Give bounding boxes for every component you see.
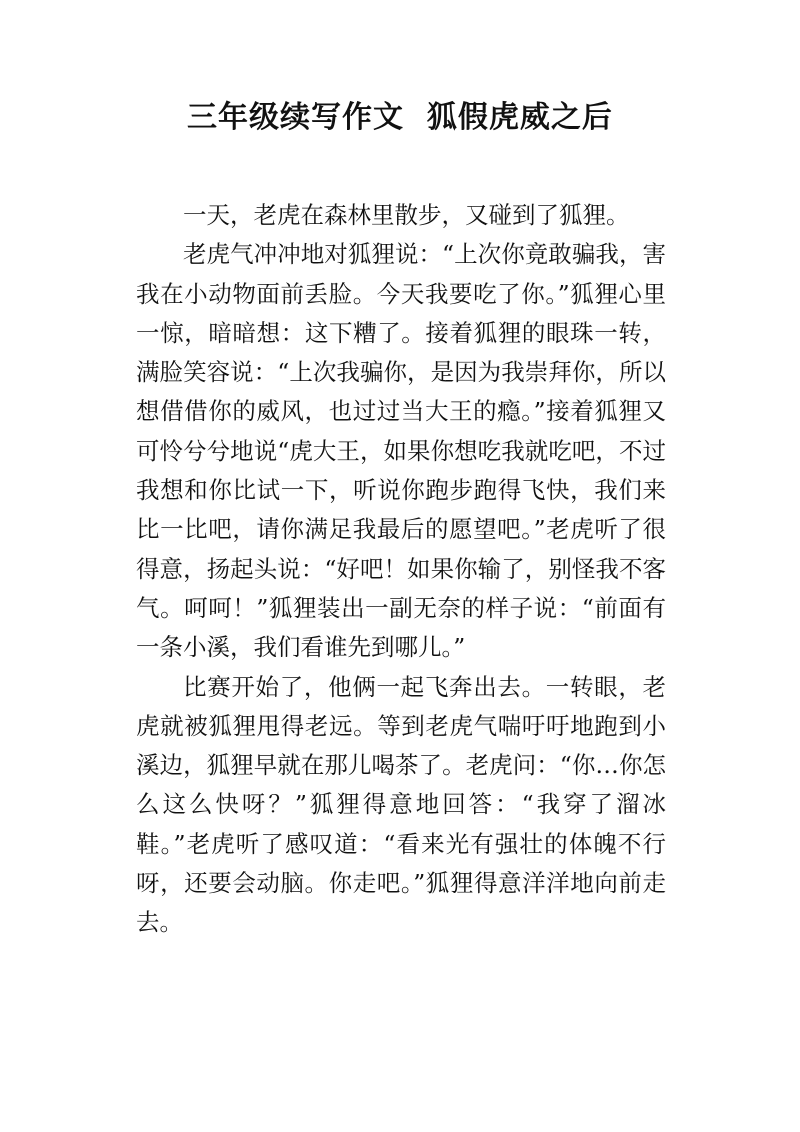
document-body (136, 196, 666, 943)
paragraph-2: 老虎气冲冲地对狐狸说：“上次你竟敢骗我，害我在小动物面前丢脸。今天我要吃了你。”狐狸心里一惊，暗暗想：这下糟了。接着狐狸的眼珠一转，满脸笑容说：“上次我骗你，是因为我崇拜你，所以想借借你的威风，也过过当大王的瘾。”接着狐狸又可怜兮兮地说“虎大王，如果你想吃我就吃吧，不过我想和你比试一下，听说你跑步跑得飞快，我们来比一比吧，请你满足我最后的愿望吧。”老虎听了很得意，扬起头说：“好吧！如果你输了，别怪我不客气。呵呵！”狐狸装出一副无奈的样子说：“前面有一条小溪，我们看谁先到哪儿。” (136, 240, 666, 662)
paragraph-1: 一天，老虎在森林里散步，又碰到了狐狸。 (183, 201, 630, 229)
paragraph-3: 比赛开始了，他俩一起飞奔出去。一转眼，老虎就被狐狸甩得老远。等到老虎气喘吁吁地跑到小溪边，狐狸早就在那儿喝茶了。老虎问：“你…你怎么这么快呀？”狐狸得意地回答：“我穿了溜冰鞋。”老虎听了感叹道：“看来光有强壮的体魄不行呀，还要会动脑。你走吧。”狐狸得意洋洋地向前走去。 (136, 672, 666, 937)
document-title: 三年级续写作文 狐假虎威之后 (187, 100, 613, 135)
